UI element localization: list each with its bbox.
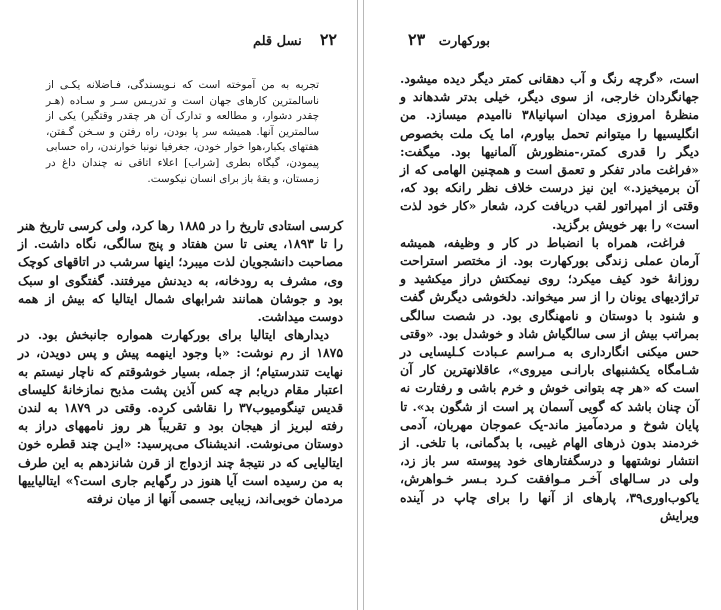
gutter-line-left [357,0,358,610]
right-page-body [400,70,699,525]
block-quote: تجربه به من آموخته است که نـویسندگی، فـاضلانه یکـی از ناسالمترین کارهای جهان است و تدریـس سـر و سـاده (هـر چقدر دشوار، و مطالعه و تدارک آن هر چقدر وقتگیر) یکی از سالمترین آنها. همیشه سر پا بودن، راه رفتن و سـخن گـفتن، هفتهای یکبار،هوا خوار خودن، جغرفیا نونبا خوارندن، راه حسابی پیمودن، گیگاه بطری [شراب] اعلاء اتاقی نه چندان داغ در زمستان، و یقهٔ باز برای انسان نیکوست. [46,79,319,185]
left-page-body [18,217,343,508]
right-page-number: ۲۳ [408,30,426,49]
right-paragraph-1: است، «گرچه رنگ و آب دهقانی کمتر دیگر دیده میشود. جهانگردان خارجی، از سوی دیگر، خیلی بدتر شدهاند و منظرهٔ امروزی میدان اسپانیا۳۸ ناامیدم میسازد. من انگلیسیها را میتوانم تحمل بیاورم، اما یک ملت بخصوص دیگر را قدری کمتر،-منظورش آلمانیها بود. میگفت: «فراغت مادر تفکر و تعمق است و همچنین الهامی که از آن برمیخیزد.» این نیز درست خلاف نظر رانکه بود که، وقتی از امپراتور لقب دریافت کرد، شعار «کار خود لذت است» را بهر خویش برگزید. [400,71,699,232]
left-paragraph-1: کرسی استادی تاریخ را در ۱۸۸۵ رها کرد، ولی کرسی تاریخ هنر را تا ۱۸۹۳، یعنی تا سن هفتاد و پنج سالگی، نگاه داشت. از مصاحبت دانشجویان لذت میبرد؛ اینها سرشب در اتاقهای کوچک وی، مشرف به رودخانه، به دیدنش میرفتند. گفتگوی او سبک بود و جوشان همانند شرابهای شمال ایتالیا که بیش از همه دوست میداشت. [18,218,343,325]
right-running-header: بورکهارت [438,34,491,49]
left-page-number: ۲۲ [319,30,337,49]
left-page [0,0,357,610]
left-paragraph-2: دیدارهای ایتالیا برای بورکهارت همواره جانبخش بود. در ۱۸۷۵ از رم نوشت: «با وجود اینهمه پیش و پس دویدن، در نهایت تندرستیام؛ از جمله، بسیار خوشوقتم که ناچار نیستم به اعتبار مقام دریابم چه کس آذین پشت مذبح نمازخانهٔ کلیسای قدیس تینگومیوب۳۷ را نقاشی کرده. وقتی در ۱۸۷۹ به لندن رفته لبریز از هیجان بود و تقریباً هر روز نامههای دراز به دوستان می‌نوشت. اندیشناک می‌پرسید: «ایـن چند قطره خون ایتالیایی که در نتیجهٔ چند ازدواج از قرن شانزدهم به این طرف به من رسیده است آیا هنوز در رگهایم جاری است؟» ایتالیاییها مردمان خوبی‌اند، زیبایی جسمی آنها از میان نرفته [18,327,343,507]
right-page-header [364,30,721,54]
right-page [364,0,721,610]
right-paragraph-2: فراغت، همراه با انضباط در کار و وظیفه، همیشه آرمان عملی زندگی بورکهارت بود. از مختصر استراحت روزانهٔ خود کیف میکرد؛ روی نیمکتش دراز میکشید و تراژدیهای یونان را از سر میخواند. دلخوشی دیگرش گفت و شنود با دوستان و نامهنگاری بود. در شصت سالگی بمراتب بیش از سی سالگیاش شاد و خوشدل بود. «وقتی حس میکنی انگارداری به مـراسم عـبادت کـلیسایی در شـامگاه یکشنبهای بارانـی میروی»، عاقلانهترین کار آن است که «هر چه بتوانی خوش و خرم باشی و رفتارت نه آن چنان باشد که گویی آسمان پر است از شگون بد». تا پایان شوخ و مردمآمیز ماند-یک عموجان مهربان، آدمی خردمند بدون ذرهای الهام غیبی، با بدگمانی، با تلخی. از انتشار نوشتهها و درسگفتارهای خود پیوسته سر باز زد، ولی در سـالهای آخـر مـوافقت کـرد بـسر خـواهرش، یاکوب‌اوری۳۹، پارهای از آنها را برای چاپ در آینده ویرایش [400,234,699,523]
left-page-header [0,30,357,54]
left-running-header: نسل قلم [252,34,302,49]
